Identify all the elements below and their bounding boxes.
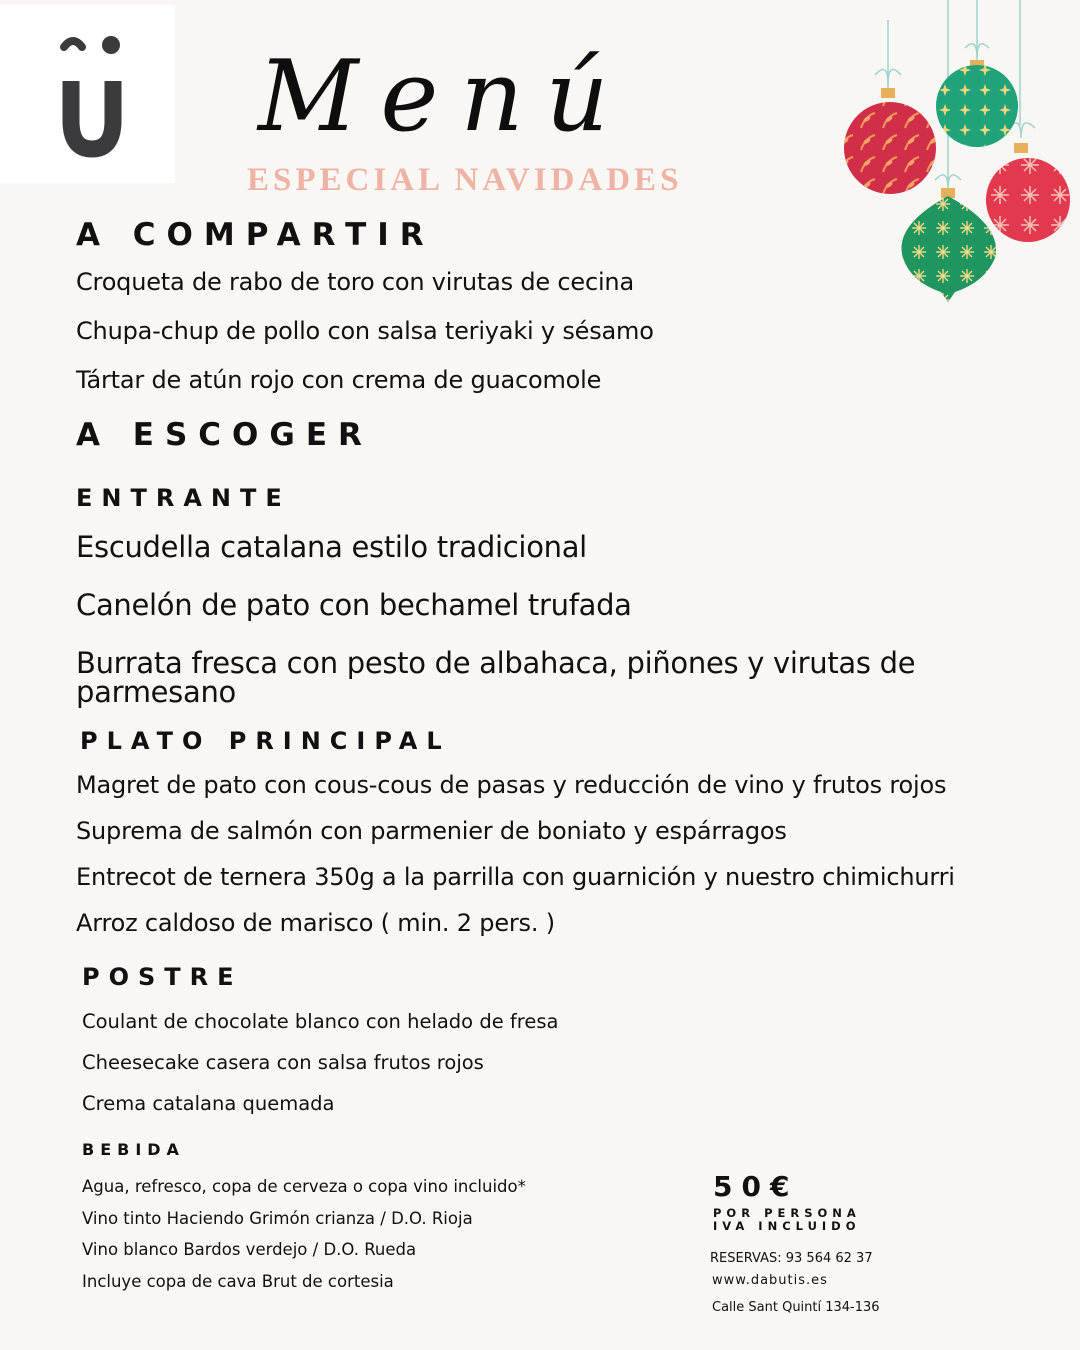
list-item: Vino blanco Bardos verdejo / D.O. Rueda [82, 1240, 417, 1259]
list-item: Croqueta de rabo de toro con virutas de cecina [76, 268, 634, 296]
list-item: Incluye copa de cava Brut de cortesia [82, 1271, 394, 1291]
section-title-compartir: A COMPARTIR [76, 217, 435, 253]
price-tax-note: IVA INCLUIDO [713, 1219, 861, 1233]
address: Calle Sant Quintí 134-136 [712, 1300, 880, 1315]
section-title-principal: PLATO PRINCIPAL [80, 727, 451, 755]
christmas-ornaments-icon [835, 0, 1080, 310]
compartir-list [76, 268, 654, 415]
list-item: Magret de pato con cous-cous de pasas y reducción de vino y frutos rojos [76, 771, 947, 799]
list-item: Chupa-chup de pollo con salsa teriyaki y sésamo [76, 317, 654, 345]
postre-list [82, 1010, 558, 1133]
list-item: Cheesecake casera con salsa frutos rojos [82, 1051, 484, 1074]
list-item: Canelón de pato con bechamel trufada [76, 588, 632, 622]
list-item: Vino tinto Haciendo Grimón crianza / D.O. Rioja [82, 1208, 473, 1228]
list-item: Arroz caldoso de marisco ( min. 2 pers. ) [76, 909, 555, 937]
section-title-bebida: BEBIDA [82, 1140, 185, 1159]
price-per-person: POR PERSONA [713, 1206, 861, 1220]
website-link[interactable]: www.dabutis.es [712, 1273, 828, 1288]
list-item: Agua, refresco, copa de cerveza o copa vino incluido* [82, 1177, 526, 1196]
section-title-postre: POSTRE [82, 963, 243, 991]
list-item: Burrata fresca con pesto de albahaca, piñones y virutas de parmesano [76, 646, 916, 709]
principal-list [76, 771, 955, 955]
list-item: Escudella catalana estilo tradicional [76, 530, 587, 564]
list-item: Coulant de chocolate blanco con helado de fresa [82, 1010, 559, 1033]
section-title-entrante: ENTRANTE [76, 484, 291, 512]
price: 50€ [713, 1170, 799, 1203]
list-item: Suprema de salmón con parmenier de boniato y espárragos [76, 817, 787, 845]
bebida-list [82, 1177, 526, 1303]
logo [0, 5, 175, 183]
logo-u-mark-icon [58, 35, 128, 163]
entrante-list [76, 530, 976, 736]
list-item: Entrecot de ternera 350g a la parrilla con guarnición y nuestro chimichurri [76, 863, 955, 891]
list-item: Crema catalana quemada [82, 1092, 335, 1115]
section-title-escoger: A ESCOGER [76, 417, 373, 453]
page-subtitle: ESPECIAL NAVIDADES [247, 162, 683, 198]
list-item: Tártar de atún rojo con crema de guacomole [76, 366, 602, 394]
reservations-phone: RESERVAS: 93 564 62 37 [710, 1251, 873, 1266]
page-title: Menú [258, 40, 631, 154]
